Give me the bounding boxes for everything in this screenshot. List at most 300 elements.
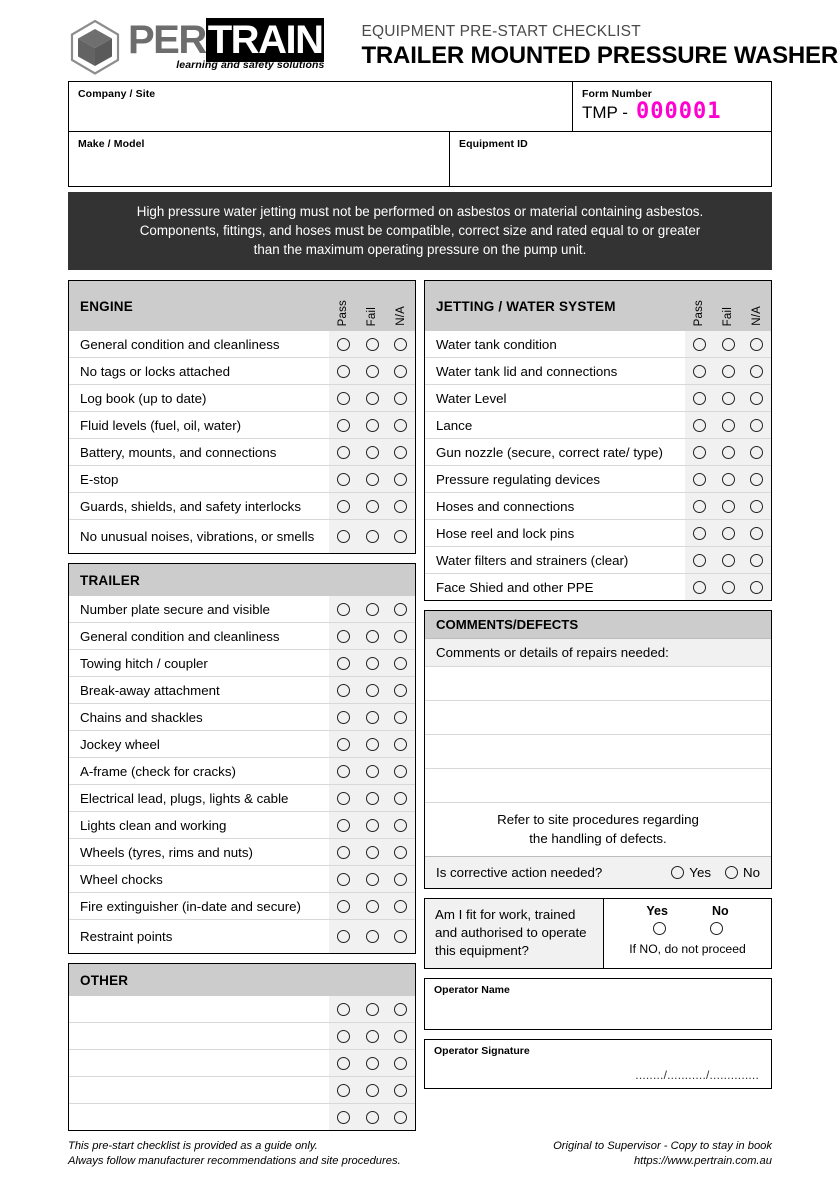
option-na[interactable] — [386, 900, 415, 913]
option-pass[interactable] — [685, 446, 714, 459]
company-site-field[interactable] — [69, 82, 573, 131]
option-fail[interactable] — [358, 1057, 387, 1070]
engine-section-header — [69, 281, 415, 331]
radio-pass-icon[interactable] — [337, 819, 350, 832]
radio-fail-icon[interactable] — [722, 392, 735, 405]
radio-pass-icon[interactable] — [337, 711, 350, 724]
radio-pass-icon[interactable] — [337, 792, 350, 805]
radio-pass-icon[interactable] — [693, 392, 706, 405]
option-fail[interactable] — [714, 365, 743, 378]
radio-na-icon[interactable] — [750, 446, 763, 459]
radio-fail-icon[interactable] — [366, 365, 379, 378]
radio-fail-icon[interactable] — [366, 657, 379, 670]
radio-na-icon[interactable] — [394, 900, 407, 913]
checklist-item-label[interactable] — [69, 1077, 329, 1103]
option-na[interactable] — [386, 1057, 415, 1070]
checklist-item-label: Pressure regulating devices — [436, 471, 601, 487]
radio-fail-icon[interactable] — [366, 684, 379, 697]
option-na[interactable] — [742, 392, 771, 405]
radio-fail-icon[interactable] — [366, 711, 379, 724]
right-column — [424, 280, 772, 1131]
other-section-title: OTHER — [80, 972, 129, 988]
checklist-item-label: Break-away attachment — [80, 682, 220, 698]
option-pass[interactable] — [329, 1057, 358, 1070]
checklist-row — [69, 811, 415, 838]
option-fail[interactable] — [714, 419, 743, 432]
checklist-item-label: E-stop — [80, 471, 119, 487]
checklist-item-options — [329, 677, 415, 703]
option-fail[interactable] — [358, 1003, 387, 1016]
radio-pass-icon[interactable] — [337, 657, 350, 670]
checklist-row — [69, 622, 415, 649]
checklist-row — [69, 492, 415, 519]
radio-na-icon[interactable] — [394, 1111, 407, 1124]
option-pass[interactable] — [685, 419, 714, 432]
trailer-table — [68, 563, 416, 954]
radio-fail-icon[interactable] — [366, 446, 379, 459]
radio-fail-icon[interactable] — [366, 630, 379, 643]
option-na[interactable] — [742, 554, 771, 567]
info-grid — [68, 81, 772, 187]
radio-fail-icon[interactable] — [366, 603, 379, 616]
radio-na-icon[interactable] — [394, 630, 407, 643]
checklist-item-options — [329, 358, 415, 384]
radio-na-icon[interactable] — [394, 765, 407, 778]
radio-na-icon[interactable] — [394, 930, 407, 943]
pass-header-label: Pass — [693, 299, 706, 326]
pass-header — [329, 281, 358, 331]
checklist-item-label: Gun nozzle (secure, correct rate/ type) — [436, 444, 663, 460]
option-fail[interactable] — [358, 603, 387, 616]
option-pass[interactable] — [685, 527, 714, 540]
radio-na-icon[interactable] — [394, 365, 407, 378]
radio-pass-icon[interactable] — [337, 900, 350, 913]
radio-fail-icon[interactable] — [366, 419, 379, 432]
info-row-2 — [69, 132, 771, 186]
corrective-action-no[interactable] — [725, 865, 760, 880]
radio-na-icon[interactable] — [394, 792, 407, 805]
radio-pass-icon[interactable] — [337, 419, 350, 432]
comment-line[interactable] — [425, 734, 771, 768]
option-pass[interactable] — [329, 1003, 358, 1016]
radio-fail-icon[interactable] — [366, 1003, 379, 1016]
checklist-row — [69, 596, 415, 622]
na-header-label: N/A — [750, 306, 763, 326]
radio-fail-icon[interactable] — [366, 338, 379, 351]
radio-pass-icon[interactable] — [337, 473, 350, 486]
radio-fail-icon[interactable] — [366, 1057, 379, 1070]
checklist-item-label: Fluid levels (fuel, oil, water) — [80, 417, 242, 433]
radio-na-icon[interactable] — [394, 1003, 407, 1016]
radio-fail-icon[interactable] — [722, 473, 735, 486]
option-fail[interactable] — [358, 846, 387, 859]
option-fail[interactable] — [358, 684, 387, 697]
radio-fail-icon[interactable] — [722, 446, 735, 459]
radio-pass-icon[interactable] — [693, 527, 706, 540]
option-pass[interactable] — [329, 684, 358, 697]
option-fail[interactable] — [714, 500, 743, 513]
option-pass[interactable] — [329, 473, 358, 486]
radio-na-icon[interactable] — [394, 530, 407, 543]
option-fail[interactable] — [358, 365, 387, 378]
radio-pass-icon[interactable] — [337, 1111, 350, 1124]
radio-fail-icon[interactable] — [366, 500, 379, 513]
radio-na-icon[interactable] — [394, 711, 407, 724]
radio-na-icon[interactable] — [394, 846, 407, 859]
option-fail[interactable] — [358, 473, 387, 486]
option-pass[interactable] — [329, 630, 358, 643]
defects-note — [425, 802, 771, 856]
radio-fail-icon[interactable] — [366, 792, 379, 805]
corrective-action-yes[interactable] — [671, 865, 711, 880]
radio-na-icon[interactable] — [394, 1084, 407, 1097]
option-fail[interactable] — [358, 530, 387, 543]
radio-na-icon[interactable] — [394, 392, 407, 405]
radio-pass-icon[interactable] — [337, 738, 350, 751]
option-na[interactable] — [386, 1003, 415, 1016]
radio-na-icon[interactable] — [394, 873, 407, 886]
radio-pass-icon[interactable] — [693, 473, 706, 486]
make-model-label: Make / Model — [78, 138, 145, 150]
option-fail[interactable] — [358, 1030, 387, 1043]
option-pass[interactable] — [329, 1111, 358, 1124]
radio-na-icon[interactable] — [394, 738, 407, 751]
radio-na-icon[interactable] — [750, 500, 763, 513]
option-na[interactable] — [386, 630, 415, 643]
option-na[interactable] — [386, 530, 415, 543]
option-na[interactable] — [386, 930, 415, 943]
comment-line[interactable] — [425, 666, 771, 700]
option-na[interactable] — [386, 657, 415, 670]
radio-fail-icon[interactable] — [366, 473, 379, 486]
option-fail[interactable] — [714, 473, 743, 486]
checklist-item-options — [685, 331, 771, 357]
checklist-item-options — [329, 1050, 415, 1076]
option-fail[interactable] — [358, 792, 387, 805]
option-pass[interactable] — [685, 500, 714, 513]
option-fail[interactable] — [358, 1111, 387, 1124]
option-na[interactable] — [742, 527, 771, 540]
option-fail[interactable] — [358, 1084, 387, 1097]
radio-na-icon[interactable] — [750, 527, 763, 540]
option-na[interactable] — [742, 338, 771, 351]
option-pass[interactable] — [329, 1030, 358, 1043]
option-fail[interactable] — [358, 900, 387, 913]
option-na[interactable] — [386, 873, 415, 886]
fitness-radio-yes-icon[interactable] — [653, 922, 666, 935]
comments-prompt: Comments or details of repairs needed: — [425, 638, 771, 666]
option-na[interactable] — [386, 819, 415, 832]
option-pass[interactable] — [329, 873, 358, 886]
radio-na-icon[interactable] — [750, 473, 763, 486]
radio-pass-icon[interactable] — [337, 1030, 350, 1043]
radio-pass-icon[interactable] — [337, 446, 350, 459]
fitness-note: If NO, do not proceed — [629, 942, 746, 956]
engine-column-headers — [329, 281, 415, 331]
radio-pass-icon[interactable] — [337, 1057, 350, 1070]
radio-fail-icon[interactable] — [366, 930, 379, 943]
option-pass[interactable] — [329, 392, 358, 405]
option-fail[interactable] — [358, 500, 387, 513]
checklist-item-label: Guards, shields, and safety interlocks — [80, 498, 301, 514]
option-pass[interactable] — [329, 338, 358, 351]
radio-na-icon[interactable] — [394, 684, 407, 697]
checklist-item-options — [685, 358, 771, 384]
operator-signature-field[interactable] — [424, 1039, 772, 1089]
radio-na-icon[interactable] — [750, 365, 763, 378]
option-na[interactable] — [386, 1111, 415, 1124]
radio-fail-icon[interactable] — [366, 819, 379, 832]
radio-na-icon[interactable] — [394, 603, 407, 616]
option-pass[interactable] — [685, 338, 714, 351]
option-na[interactable] — [386, 338, 415, 351]
radio-pass-icon[interactable] — [337, 500, 350, 513]
radio-na-icon[interactable] — [750, 338, 763, 351]
radio-pass-icon[interactable] — [337, 765, 350, 778]
radio-fail-icon[interactable] — [366, 873, 379, 886]
radio-na-icon[interactable] — [394, 446, 407, 459]
option-na[interactable] — [742, 419, 771, 432]
radio-na-icon[interactable] — [394, 419, 407, 432]
option-fail[interactable] — [714, 554, 743, 567]
option-fail[interactable] — [358, 930, 387, 943]
radio-na-icon[interactable] — [750, 419, 763, 432]
checklist-item-label[interactable] — [69, 996, 329, 1022]
radio-na-icon[interactable] — [394, 657, 407, 670]
option-pass[interactable] — [329, 500, 358, 513]
jetting-column-headers — [685, 281, 771, 331]
checklist-item-label: Log book (up to date) — [80, 390, 207, 406]
fitness-question: Am I fit for work, trained and authorised to operate this equipment? — [425, 899, 604, 968]
fail-header-label: Fail — [366, 306, 378, 326]
checklist-item-options — [329, 623, 415, 649]
option-pass[interactable] — [685, 581, 714, 594]
radio-pass-icon[interactable] — [337, 530, 350, 543]
option-pass[interactable] — [329, 446, 358, 459]
radio-fail-icon[interactable] — [366, 900, 379, 913]
checklist-row — [69, 838, 415, 865]
option-fail[interactable] — [714, 392, 743, 405]
radio-pass-icon[interactable] — [337, 846, 350, 859]
option-na[interactable] — [386, 365, 415, 378]
option-pass[interactable] — [329, 530, 358, 543]
radio-na-icon[interactable] — [394, 500, 407, 513]
option-na[interactable] — [386, 684, 415, 697]
radio-pass-icon[interactable] — [337, 603, 350, 616]
option-fail[interactable] — [358, 738, 387, 751]
checklist-item-options — [329, 731, 415, 757]
option-fail[interactable] — [358, 630, 387, 643]
warning-line-1: High pressure water jetting must not be performed on asbestos or material containing asbestos. — [136, 204, 704, 219]
option-fail[interactable] — [358, 765, 387, 778]
option-pass[interactable] — [329, 765, 358, 778]
option-fail[interactable] — [358, 419, 387, 432]
fitness-answers — [604, 899, 771, 968]
option-na[interactable] — [386, 846, 415, 859]
option-fail[interactable] — [714, 581, 743, 594]
checklist-item-label[interactable] — [69, 1023, 329, 1049]
equipment-id-field[interactable] — [450, 132, 771, 186]
option-na[interactable] — [386, 1030, 415, 1043]
option-na[interactable] — [742, 473, 771, 486]
radio-fail-icon[interactable] — [366, 765, 379, 778]
checklist-item-options — [685, 439, 771, 465]
brand-per: PER — [128, 18, 206, 62]
pass-header-label: Pass — [337, 299, 350, 326]
option-fail[interactable] — [358, 711, 387, 724]
checklist-item-label[interactable] — [69, 1050, 329, 1076]
option-fail[interactable] — [358, 873, 387, 886]
option-pass[interactable] — [685, 365, 714, 378]
radio-fail-icon[interactable] — [366, 1084, 379, 1097]
radio-pass-icon[interactable] — [337, 1084, 350, 1097]
option-na[interactable] — [386, 1084, 415, 1097]
checklist-item-label: Electrical lead, plugs, lights & cable — [80, 790, 289, 806]
radio-fail-icon[interactable] — [366, 530, 379, 543]
radio-pass-icon[interactable] — [693, 554, 706, 567]
radio-fail-icon[interactable] — [722, 527, 735, 540]
radio-fail-icon[interactable] — [722, 554, 735, 567]
option-na[interactable] — [386, 603, 415, 616]
radio-pass-icon[interactable] — [693, 446, 706, 459]
option-pass[interactable] — [685, 392, 714, 405]
radio-na-icon[interactable] — [750, 392, 763, 405]
option-pass[interactable] — [329, 419, 358, 432]
checklist-item-options — [685, 412, 771, 438]
checklist-item-options — [685, 520, 771, 546]
option-na[interactable] — [386, 473, 415, 486]
radio-fail-icon[interactable] — [722, 500, 735, 513]
radio-na-icon[interactable] — [394, 1057, 407, 1070]
checklist-item-options — [329, 466, 415, 492]
radio-na-icon[interactable] — [394, 473, 407, 486]
radio-pass-icon[interactable] — [693, 581, 706, 594]
option-pass[interactable] — [329, 930, 358, 943]
option-fail[interactable] — [358, 392, 387, 405]
brand-tagline: learning and safety solutions — [176, 59, 325, 71]
checklist-item-options — [329, 785, 415, 811]
option-na[interactable] — [386, 419, 415, 432]
option-pass[interactable] — [329, 603, 358, 616]
radio-na-icon[interactable] — [394, 819, 407, 832]
option-pass[interactable] — [329, 365, 358, 378]
radio-fail-icon[interactable] — [366, 392, 379, 405]
radio-fail-icon[interactable] — [366, 738, 379, 751]
radio-fail-icon[interactable] — [722, 419, 735, 432]
radio-fail-icon[interactable] — [366, 846, 379, 859]
radio-fail-icon[interactable] — [722, 581, 735, 594]
option-pass[interactable] — [329, 738, 358, 751]
option-pass[interactable] — [329, 657, 358, 670]
checklist-item-options — [329, 758, 415, 784]
option-na[interactable] — [742, 446, 771, 459]
option-na[interactable] — [386, 500, 415, 513]
option-pass[interactable] — [329, 846, 358, 859]
comment-line[interactable] — [425, 768, 771, 802]
checklist-item-label: Number plate secure and visible — [80, 601, 270, 617]
checklist-row — [425, 573, 771, 600]
radio-na-icon[interactable] — [394, 1030, 407, 1043]
option-pass[interactable] — [329, 711, 358, 724]
option-na[interactable] — [386, 738, 415, 751]
checklist-item-label: Wheel chocks — [80, 871, 163, 887]
signature-date-line[interactable]: ......../.........../.............. — [635, 1068, 759, 1082]
footer-right-line-1: Original to Supervisor - Copy to stay in book — [553, 1140, 772, 1152]
option-pass[interactable] — [685, 473, 714, 486]
option-pass[interactable] — [329, 900, 358, 913]
option-fail[interactable] — [714, 446, 743, 459]
option-pass[interactable] — [329, 792, 358, 805]
option-fail[interactable] — [714, 338, 743, 351]
radio-pass-icon[interactable] — [337, 873, 350, 886]
radio-na-icon[interactable] — [750, 581, 763, 594]
option-pass[interactable] — [685, 554, 714, 567]
radio-pass-icon[interactable] — [337, 338, 350, 351]
fitness-radio-no-icon[interactable] — [710, 922, 723, 935]
radio-yes-icon[interactable] — [671, 866, 684, 879]
checklist-row — [69, 331, 415, 357]
radio-fail-icon[interactable] — [366, 1030, 379, 1043]
radio-no-icon[interactable] — [725, 866, 738, 879]
option-pass[interactable] — [329, 819, 358, 832]
comments-section-title: COMMENTS/DEFECTS — [425, 611, 771, 638]
option-fail[interactable] — [358, 338, 387, 351]
comment-line[interactable] — [425, 700, 771, 734]
radio-fail-icon[interactable] — [722, 365, 735, 378]
option-fail[interactable] — [358, 446, 387, 459]
radio-fail-icon[interactable] — [366, 1111, 379, 1124]
radio-pass-icon[interactable] — [337, 684, 350, 697]
checklist-row — [69, 676, 415, 703]
radio-fail-icon[interactable] — [722, 338, 735, 351]
option-na[interactable] — [742, 581, 771, 594]
option-na[interactable] — [386, 392, 415, 405]
form-number-field — [573, 82, 771, 131]
radio-pass-icon[interactable] — [337, 930, 350, 943]
checklist-item-options — [329, 704, 415, 730]
radio-pass-icon[interactable] — [693, 500, 706, 513]
radio-pass-icon[interactable] — [693, 419, 706, 432]
radio-pass-icon[interactable] — [337, 1003, 350, 1016]
option-fail[interactable] — [358, 657, 387, 670]
page-header — [68, 0, 838, 75]
engine-table — [68, 280, 416, 554]
radio-pass-icon[interactable] — [337, 365, 350, 378]
option-fail[interactable] — [714, 527, 743, 540]
option-na[interactable] — [742, 365, 771, 378]
checklist-item-label: Lance — [436, 417, 473, 433]
checklist-item-label: Wheels (tyres, rims and nuts) — [80, 844, 253, 860]
option-pass[interactable] — [329, 1084, 358, 1097]
option-na[interactable] — [386, 765, 415, 778]
option-na[interactable] — [386, 446, 415, 459]
radio-pass-icon[interactable] — [693, 365, 706, 378]
option-fail[interactable] — [358, 819, 387, 832]
radio-na-icon[interactable] — [394, 338, 407, 351]
radio-pass-icon[interactable] — [337, 392, 350, 405]
option-na[interactable] — [742, 500, 771, 513]
radio-pass-icon[interactable] — [693, 338, 706, 351]
page-title: TRAILER MOUNTED PRESSURE WASHER — [361, 42, 838, 69]
checklist-row — [425, 492, 771, 519]
make-model-field[interactable] — [69, 132, 450, 186]
radio-na-icon[interactable] — [750, 554, 763, 567]
operator-name-field[interactable] — [424, 978, 772, 1030]
radio-pass-icon[interactable] — [337, 630, 350, 643]
option-na[interactable] — [386, 792, 415, 805]
option-na[interactable] — [386, 711, 415, 724]
checklist-item-label[interactable] — [69, 1104, 329, 1130]
